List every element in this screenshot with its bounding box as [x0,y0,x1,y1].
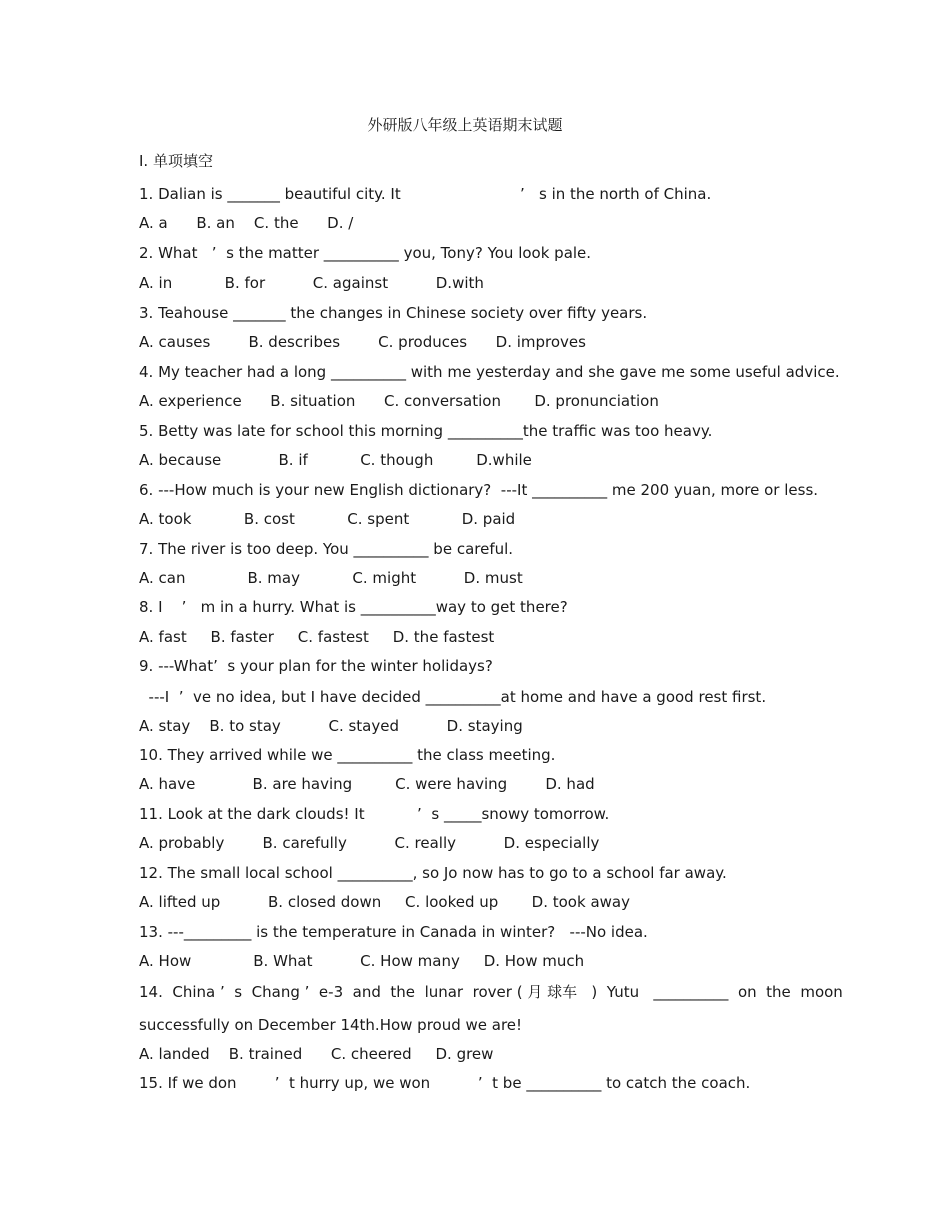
page-title: 外研版八年级上英语期末试题 [367,116,563,134]
question-10: 10. They arrived while we __________ the class meeting. [139,746,556,764]
options-11: A. probably B. carefully C. really D. especially [139,834,600,852]
question-14-continued: successfully on December 14th.How proud we are! [139,1016,523,1034]
question-15: 15. If we don ’ t hurry up, we won ’ t be __________ to catch the coach. [139,1074,751,1092]
question-12: 12. The small local school __________, so Jo now has to go to a school far away. [139,864,727,882]
options-14: A. landed B. trained C. cheered D. grew [139,1045,494,1063]
question-9: 9. ---What’ s your plan for the winter holidays? [139,657,493,675]
options-8: A. fast B. faster C. fastest D. the fastest [139,628,495,646]
question-4: 4. My teacher had a long __________ with me yesterday and she gave me some useful advice. [139,363,840,381]
options-1: A. a B. an C. the D. / [139,214,354,232]
options-6: A. took B. cost C. spent D. paid [139,510,516,528]
options-7: A. can B. may C. might D. must [139,569,523,587]
question-14: 14. China ’ s Chang ’ e-3 and the lunar rover ( 月 球车 ) Yutu __________ on the moon [139,983,843,1001]
question-1: 1. Dalian is _______ beautiful city. It ’ s in the north of China. [139,185,712,203]
question-8: 8. I ’ m in a hurry. What is __________way to get there? [139,598,568,616]
options-10: A. have B. are having C. were having D. had [139,775,595,793]
question-7: 7. The river is too deep. You __________ be careful. [139,540,514,558]
question-3: 3. Teahouse _______ the changes in Chinese society over fifty years. [139,304,648,322]
options-9: A. stay B. to stay C. stayed D. staying [139,717,523,735]
options-3: A. causes B. describes C. produces D. improves [139,333,586,351]
options-13: A. How B. What C. How many D. How much [139,952,585,970]
question-6: 6. ---How much is your new English dictionary? ---It __________ me 200 yuan, more or less. [139,481,819,499]
question-2: 2. What ’ s the matter __________ you, Tony? You look pale. [139,244,592,262]
options-12: A. lifted up B. closed down C. looked up D. took away [139,893,630,911]
question-5: 5. Betty was late for school this morning __________the traffic was too heavy. [139,422,713,440]
options-5: A. because B. if C. though D.while [139,451,532,469]
options-2: A. in B. for C. against D.with [139,274,484,292]
question-13: 13. ---_________ is the temperature in Canada in winter? ---No idea. [139,923,648,941]
question-9-reply: ---I ’ ve no idea, but I have decided __________at home and have a good rest first. [139,688,767,706]
section-heading: I. 单项填空 [139,152,213,170]
question-11: 11. Look at the dark clouds! It ’ s _____snowy tomorrow. [139,805,610,823]
options-4: A. experience B. situation C. conversation D. pronunciation [139,392,659,410]
